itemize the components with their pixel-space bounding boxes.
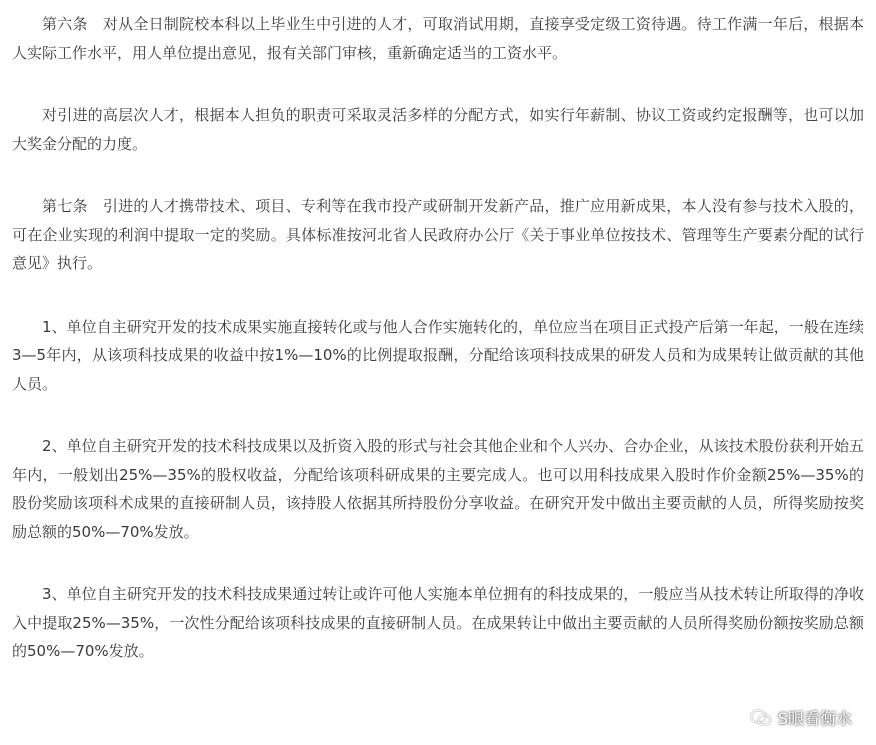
paragraph-item-1: 1、单位自主研究开发的技术成果实施直接转化或与他人合作实施转化的，单位应当在项目正式投产后第一年起，一般在连续3—5年内，从该项科技成果的收益中按1%—10%的比例提取报酬，分配给该项科技成果的研发人员和为成果转让做贡献的其他人员。 xyxy=(12,317,864,393)
watermark-text: S眼看衡水 xyxy=(777,709,852,728)
paragraph-item-3: 3、单位自主研究开发的技术科技成果通过转让或许可他人实施本单位拥有的科技成果的，一般应当从技术转让所取得的净收入中提取25%—35%，一次性分配给该项科技成果的直接研制人员。在成果转让中做出主要贡献的人员所得奖励份额按奖励总额的50%—70%发放。 xyxy=(12,585,864,660)
paragraph-article-6: 第六条 对从全日制院校本科以上毕业生中引进的人才，可取消试用期，直接享受定级工资待遇。待工作满一年后，根据本人实际工作水平，用人单位提出意见，报有关部门审核，重新确定适当的工资水平。 xyxy=(12,15,864,62)
wechat-icon xyxy=(750,709,772,727)
watermark xyxy=(750,706,852,729)
paragraph-article-7: 第七条 引进的人才携带技术、项目、专利等在我市投产或研制开发新产品，推广应用新成果，本人没有参与技术入股的，可在企业实现的利润中提取一定的奖励。具体标准按河北省人民政府办公厅《关于事业单位按技术、管理等生产要素分配的试行意见》执行。 xyxy=(12,197,864,272)
paragraph-high-level-talent: 对引进的高层次人才，根据本人担负的职责可采取灵活多样的分配方式，如实行年薪制、协议工资或约定报酬等，也可以加大奖金分配的力度。 xyxy=(12,106,864,153)
paragraph-item-2: 2、单位自主研究开发的技术科技成果以及折资入股的形式与社会其他企业和个人兴办、合办企业，从该技术股份获利开始五年内，一般划出25%—35%的股权收益，分配给该项科研成果的主要完成人。也可以用科技成果入股时作价金额25%—35%的股份奖励该项科术成果的直接研制人员，该持股人依据其所持股份分享收益。在研究开发中做出主要贡献的人员，所得奖励按奖励总额的50%—70%发放。 xyxy=(12,437,864,541)
document-body xyxy=(12,10,864,666)
